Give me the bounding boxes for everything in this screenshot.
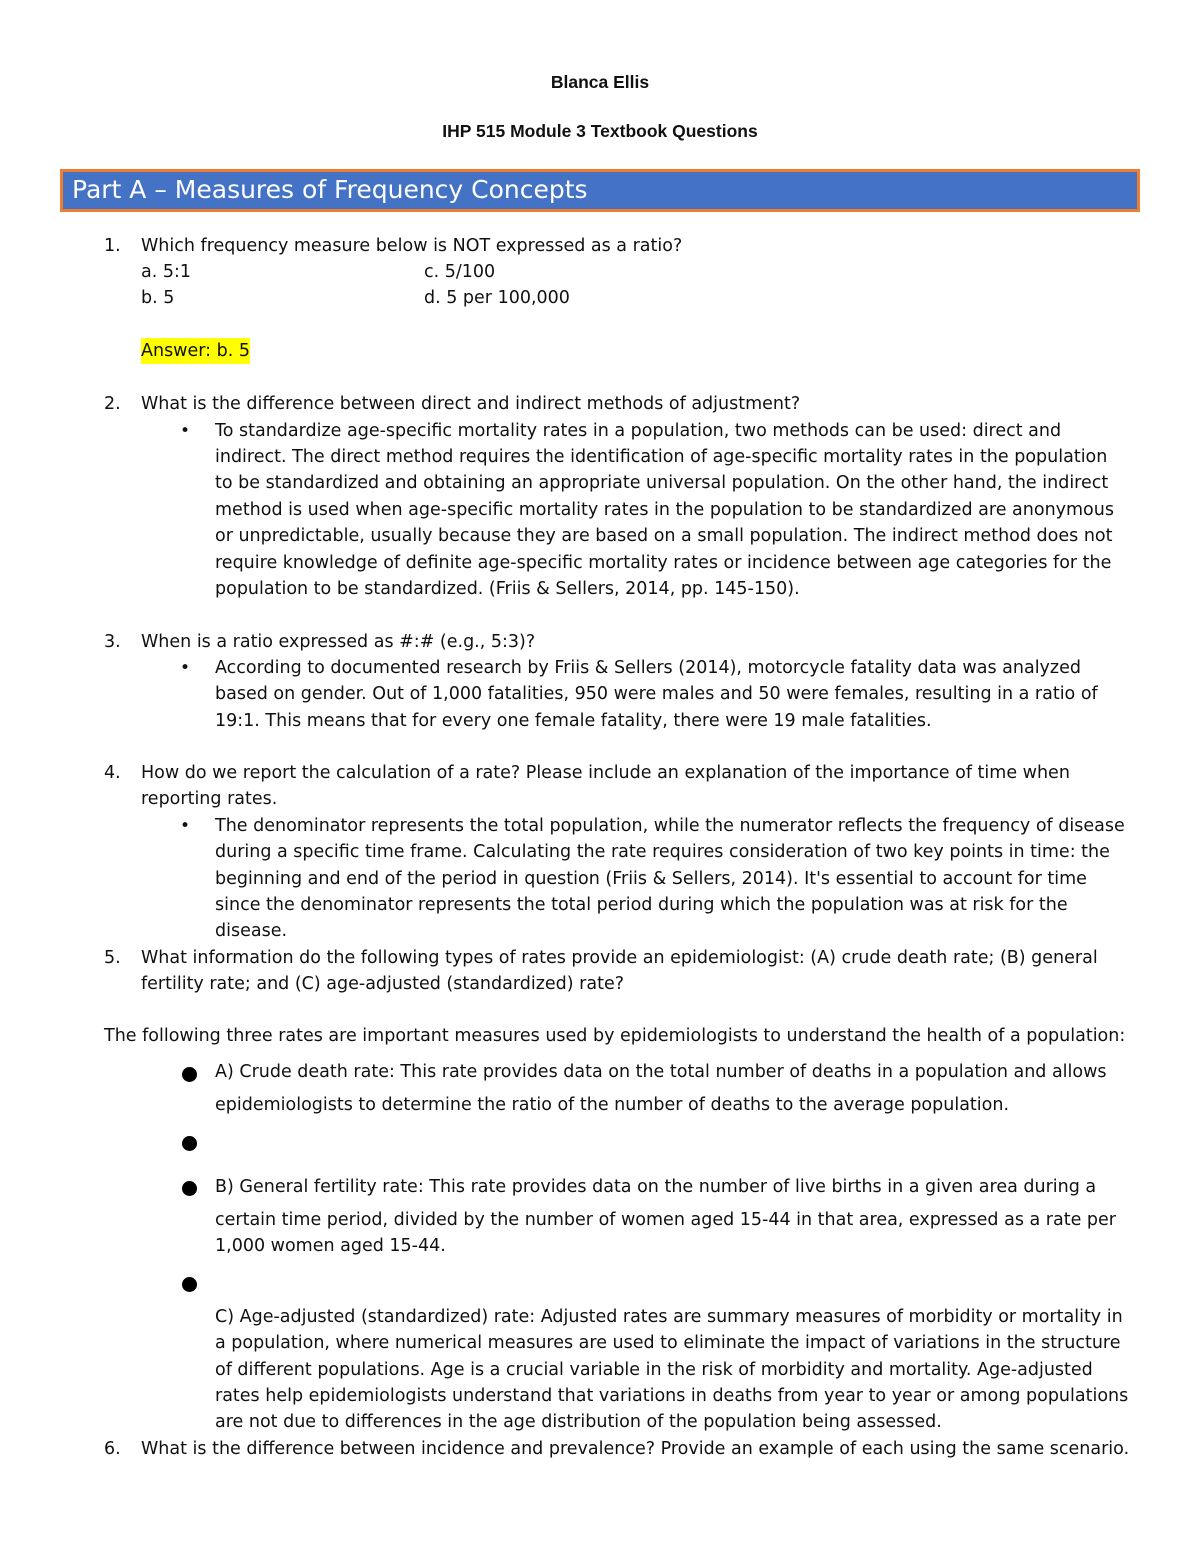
answer-line: disease.: [215, 921, 288, 941]
question-text: When is a ratio expressed as #:# (e.g., 5:3)?: [141, 632, 536, 652]
rate-line: certain time period, divided by the number of women aged 15-44 in that area, expressed as a rate per: [215, 1210, 1116, 1230]
question-number: 5.: [104, 948, 121, 968]
question-text: fertility rate; and (C) age-adjusted (standardized) rate?: [141, 974, 624, 994]
question-text: How do we report the calculation of a rate? Please include an explanation of the importance of time when: [141, 763, 1070, 783]
answer-line: during a specific time frame. Calculating the rate requires consideration of two key points in time: the: [215, 842, 1110, 862]
option-d: d. 5 per 100,000: [424, 288, 570, 308]
question-number: 4.: [104, 763, 121, 783]
bullet-icon: [182, 1136, 197, 1151]
answer-line: According to documented research by Friis & Sellers (2014), motorcycle fatality data was analyzed: [215, 658, 1081, 678]
answer-line: method is used when age-specific mortality rates in the population to be standardized are anonymous: [215, 500, 1114, 520]
bullet-icon: •: [180, 421, 191, 441]
question-text: What is the difference between direct and indirect methods of adjustment?: [141, 394, 801, 414]
author-name: Blanca Ellis: [550, 72, 650, 92]
bullet-icon: •: [180, 816, 191, 836]
rate-line: 1,000 women aged 15-44.: [215, 1236, 446, 1256]
intro-paragraph: The following three rates are important measures used by epidemiologists to understand the health of a population:: [104, 1026, 1126, 1046]
rate-line: are not due to differences in the age distribution of the population being assessed.: [215, 1412, 942, 1432]
rate-line: C) Age-adjusted (standardized) rate: Adjusted rates are summary measures of morbidity or mortality in: [215, 1307, 1123, 1327]
question-text: reporting rates.: [141, 789, 278, 809]
bullet-icon: [182, 1277, 197, 1292]
bullet-icon: [182, 1181, 197, 1196]
bullet-icon: [182, 1067, 197, 1082]
rate-line: of different populations. Age is a crucial variable in the risk of morbidity and mortality. Age-adjusted: [215, 1360, 1093, 1380]
answer-line: require knowledge of definite age-specific mortality rates or incidence between age categories for the: [215, 553, 1112, 573]
option-c: c. 5/100: [424, 262, 496, 282]
answer-line: To standardize age-specific mortality rates in a population, two methods can be used: direct and: [215, 421, 1062, 441]
rate-line: epidemiologists to determine the ratio of the number of deaths to the average population.: [215, 1095, 1010, 1115]
rate-line: B) General fertility rate: This rate provides data on the number of live births in a given area during a: [215, 1177, 1097, 1197]
question-number: 1.: [104, 236, 121, 256]
answer-line: The denominator represents the total population, while the numerator reflects the frequency of disease: [215, 816, 1125, 836]
answer-line: beginning and end of the period in question (Friis & Sellers, 2014). It's essential to account for time: [215, 869, 1087, 889]
option-a: a. 5:1: [141, 262, 192, 282]
answer-line: or unpredictable, usually because they are based on a small population. The indirect method does not: [215, 526, 1113, 546]
document-title: IHP 515 Module 3 Textbook Questions: [442, 121, 758, 141]
answer-line: indirect. The direct method requires the identification of age-specific mortality rates in the population: [215, 447, 1108, 467]
rate-line: A) Crude death rate: This rate provides data on the total number of deaths in a population and allows: [215, 1062, 1107, 1082]
rate-line: a population, where numerical measures are used to eliminate the impact of variations in the structure: [215, 1333, 1121, 1353]
section-title: Part A – Measures of Frequency Concepts: [72, 175, 588, 204]
question-number: 2.: [104, 394, 121, 414]
question-number: 3.: [104, 632, 121, 652]
section-banner: [60, 169, 1140, 212]
answer-text: Answer: b. 5: [141, 338, 250, 364]
question-text: Which frequency measure below is NOT expressed as a ratio?: [141, 236, 683, 256]
option-b: b. 5: [141, 288, 175, 308]
answer-line: 19:1. This means that for every one female fatality, there were 19 male fatalities.: [215, 711, 932, 731]
answer-line: since the denominator represents the total period during which the population was at risk for the: [215, 895, 1068, 915]
answer-line: based on gender. Out of 1,000 fatalities, 950 were males and 50 were females, resulting in a ratio of: [215, 684, 1098, 704]
answer-line: population to be standardized. (Friis & Sellers, 2014, pp. 145-150).: [215, 579, 800, 599]
question-text: What is the difference between incidence and prevalence? Provide an example of each using the same scenario.: [141, 1439, 1130, 1459]
bullet-icon: •: [180, 658, 191, 678]
answer-line: to be standardized and obtaining an appropriate universal population. On the other hand, the indirect: [215, 473, 1109, 493]
rate-line: rates help epidemiologists understand that variations in deaths from year to year or among populations: [215, 1386, 1129, 1406]
question-number: 6.: [104, 1439, 121, 1459]
question-text: What information do the following types of rates provide an epidemiologist: (A) crude death rate; (B) general: [141, 948, 1098, 968]
